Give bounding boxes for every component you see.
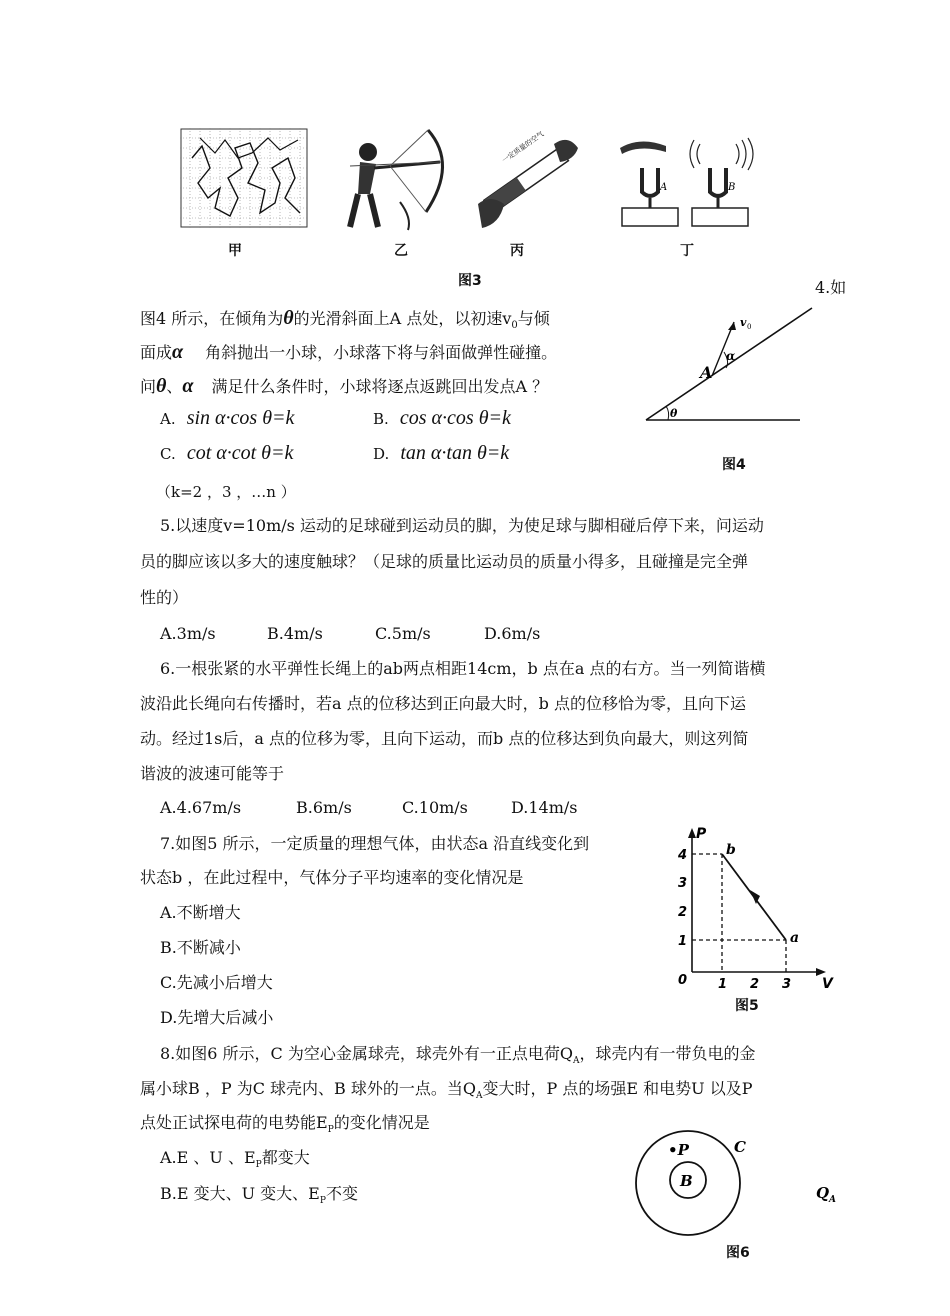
q7-option-b: B.不断减小	[160, 938, 241, 957]
q5-line-1: 5.以速度v=10m/s 运动的足球碰到运动员的脚，为使足球与脚相碰后停下来，问运动	[160, 516, 764, 535]
q4-option-b: B. cos α·cos θ=k	[373, 407, 511, 429]
q4-option-d: D. tan α·tan θ=k	[373, 442, 510, 464]
q6-option-a: A.4.67m/s	[160, 798, 242, 817]
q6-line-1: 6.一根张紧的水平弹性长绳上的ab两点相距14cm，b 点在a 点的右方。当一列简谐横	[160, 659, 766, 678]
x-tick-1: 1	[718, 977, 728, 992]
point-b-label: b	[726, 842, 736, 858]
q5-line-3: 性的）	[140, 588, 189, 607]
q4-note: （k=2 ，3 ，…n ）	[156, 483, 296, 501]
q8-line-3: 点处正试探电荷的电势能$E_P$的变化情况是	[140, 1113, 430, 1136]
fig4-point-a: A	[700, 363, 713, 382]
q4-line-2: 面成α 角斜抛出一小球，小球落下将与斜面做弹性碰撞。	[140, 341, 558, 363]
y-tick-1: 1	[678, 934, 688, 949]
q7-option-d: D.先增大后减小	[160, 1008, 274, 1027]
origin-label: 0	[678, 973, 688, 988]
q6-option-b: B.6m/s	[296, 798, 352, 817]
fig6-caption: 图6	[726, 1245, 750, 1261]
q7-option-c: C.先减小后增大	[160, 973, 273, 992]
fork-b-label: B	[728, 182, 736, 193]
q5-option-b: B.4m/s	[267, 624, 323, 643]
x-tick-3: 3	[782, 977, 792, 992]
fig3-label-jia: 甲	[228, 243, 242, 259]
theta-symbol: θ	[283, 307, 294, 329]
figure-3	[170, 122, 770, 292]
point-a-label: a	[790, 930, 800, 946]
ball-b-label: B	[680, 1172, 693, 1190]
y-tick-3: 3	[678, 876, 688, 891]
q7-line-1: 7.如图5 所示，一定质量的理想气体，由状态a 沿直线变化到	[160, 834, 590, 853]
syringe-illustration	[470, 124, 590, 232]
x-tick-2: 2	[750, 977, 760, 992]
fig4-caption: 图4	[722, 457, 746, 473]
point-p-label: •P	[668, 1141, 689, 1159]
fork-a-label: A	[660, 182, 668, 193]
tuning-fork-illustration	[610, 128, 770, 232]
q5-line-2: 员的脚应该以多大的速度触球？（足球的质量比运动员的质量小得多，且碰撞是完全弹	[140, 552, 749, 571]
q4-number: 4.如	[815, 278, 847, 297]
q6-option-d: D.14m/s	[511, 798, 578, 817]
q6-line-2: 波沿此长绳向右传播时，若a 点的位移达到正向最大时，b 点的位移恰为零，且向下运	[140, 694, 746, 713]
q7-option-a: A.不断增大	[160, 903, 241, 922]
fig4-theta-label: θ	[670, 407, 678, 420]
syringe-label: 一定质量的空气	[500, 129, 546, 165]
q4-line-3: 问θ、α 满足什么条件时，小球将逐点返跳回出发点A ？	[140, 375, 549, 397]
shell-c-label: C	[734, 1138, 746, 1156]
archer-illustration	[330, 122, 460, 232]
fig4-alpha-label: α	[726, 349, 736, 363]
fig3-label-yi: 乙	[394, 243, 408, 259]
q4-line-1: 图4 所示，在倾角为θ的光滑斜面上A 点处，以初速$v_0$与倾	[140, 307, 550, 332]
q8-line-2: 属小球B ，P 为C 球壳内、B 球外的一点。当$Q_A$变大时，P 点的场强E 和电势U 以及P	[140, 1079, 753, 1102]
q8-line-1: 8.如图6 所示，C 为空心金属球壳，球壳外有一正点电荷$Q_A$，球壳内有一带负电的金	[160, 1044, 756, 1067]
q6-line-3: 动。经过1s后，a 点的位移为零，且向下运动，而b 点的位移达到负向最大，则这列简	[140, 729, 749, 748]
figure-6-shell	[628, 1128, 868, 1246]
q5-option-c: C.5m/s	[375, 624, 431, 643]
fig4-velocity-sub: 0	[747, 323, 752, 331]
figure-5-pv-diagram	[670, 822, 840, 994]
q5-option-a: A.3m/s	[160, 624, 216, 643]
q4-option-c: C. cot α·cot θ=k	[160, 442, 294, 464]
charge-q-label: Q	[816, 1184, 830, 1202]
q5-option-d: D.6m/s	[484, 624, 541, 643]
v-axis-label: V	[822, 976, 833, 992]
q4-option-a: A. sin α·cos θ=k	[160, 407, 295, 429]
alpha-symbol: α	[172, 341, 184, 363]
p-axis-label: P	[696, 826, 707, 842]
fig3-label-bing: 丙	[510, 243, 524, 259]
q7-line-2: 状态b ，在此过程中，气体分子平均速率的变化情况是	[140, 868, 524, 887]
fig4-velocity-label: v	[740, 316, 747, 329]
figure-4-incline	[640, 300, 820, 430]
q6-line-4: 谐波的波速可能等于	[140, 764, 285, 783]
q6-option-c: C.10m/s	[402, 798, 468, 817]
fig3-caption: 图3	[458, 273, 482, 289]
y-tick-2: 2	[678, 905, 688, 920]
q8-option-a: A.E 、U 、$E_P$都变大	[160, 1148, 310, 1171]
fig5-caption: 图5	[735, 998, 759, 1014]
brownian-motion-illustration	[180, 128, 308, 228]
charge-q-sub: A	[829, 1195, 836, 1205]
q8-option-b: B.E 变大、U 变大、$E_P$不变	[160, 1184, 358, 1207]
y-tick-4: 4	[678, 848, 688, 863]
fig3-label-ding: 丁	[680, 243, 694, 259]
